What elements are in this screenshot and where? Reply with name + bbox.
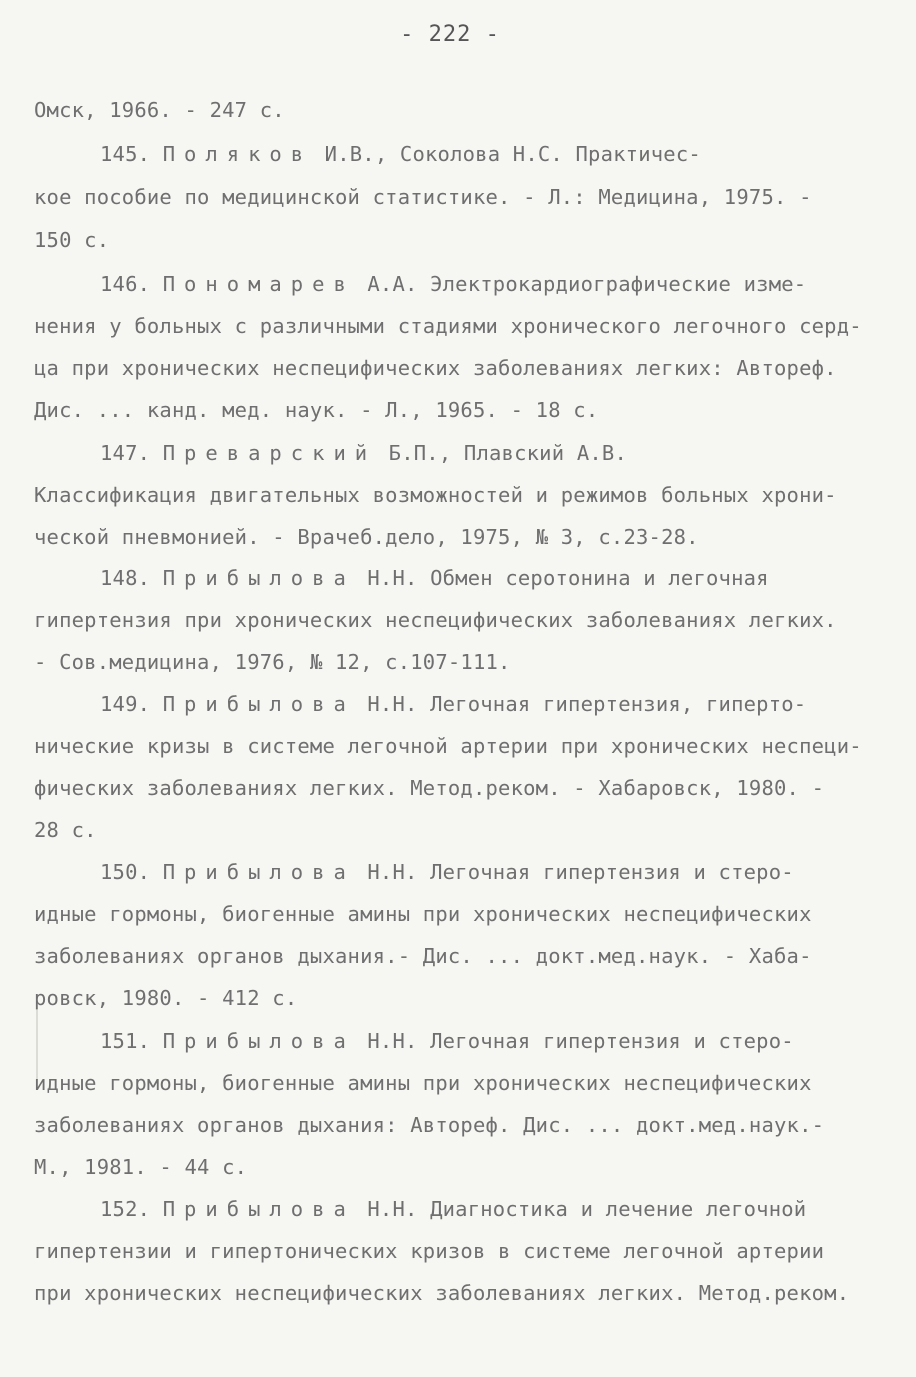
- bib-line: [34, 1111, 824, 1139]
- line-text: кое пособие по медицинской статистике. - Л.: Медицина, 1975. -: [34, 185, 812, 209]
- line-text: Дис. ... канд. мед. наук. - Л., 1965. - 18 с.: [34, 398, 599, 422]
- author-spaced: Пономарев: [162, 272, 355, 296]
- entry-number: 150.: [100, 860, 163, 884]
- line-text: ровск, 1980. - 412 с.: [34, 986, 298, 1010]
- line-text: Н.Н. Обмен серотонина и легочная: [354, 566, 769, 590]
- line-text: И.В., Соколова Н.С. Практичес-: [312, 142, 701, 166]
- author-spaced: Прибылова: [162, 1029, 355, 1053]
- bib-line: [34, 312, 862, 340]
- line-text: идные гормоны, биогенные амины при хронических неспецифических: [34, 1071, 812, 1095]
- entry-number: 145.: [100, 142, 163, 166]
- line-text: Н.Н. Легочная гипертензия и стеро-: [354, 1029, 794, 1053]
- line-text: - Сов.медицина, 1976, № 12, с.107-111.: [34, 650, 511, 674]
- author-spaced: Прибылова: [162, 860, 355, 884]
- author-spaced: Преварский: [162, 441, 377, 465]
- line-text: Классификация двигательных возможностей и режимов больных хрони-: [34, 483, 837, 507]
- bib-line: [34, 1069, 812, 1097]
- line-text: фических заболеваниях легких. Метод.реком. - Хабаровск, 1980. -: [34, 776, 825, 800]
- entry-number: 151.: [100, 1029, 163, 1053]
- line-text: заболеваниях органов дыхания.- Дис. ... докт.мед.наук. - Хаба-: [34, 944, 812, 968]
- bib-line: [34, 1153, 247, 1181]
- author-spaced: Прибылова: [162, 692, 355, 716]
- entry-number: 152.: [100, 1197, 163, 1221]
- bib-line: [34, 816, 97, 844]
- bib-entry-150-start: [100, 858, 794, 886]
- bib-line: [34, 396, 598, 424]
- bib-line: [34, 1237, 824, 1265]
- bib-entry-151-start: [100, 1027, 794, 1055]
- entry-number: 148.: [100, 566, 163, 590]
- bib-entry-146-start: [100, 270, 806, 298]
- author-spaced: Прибылова: [162, 566, 355, 590]
- bib-line: [34, 732, 862, 760]
- bib-line: [34, 984, 297, 1012]
- entry-number: 149.: [100, 692, 163, 716]
- line-text: Б.П., Плавский А.В.: [376, 441, 627, 465]
- author-spaced: Поляков: [162, 142, 313, 166]
- bib-line: [34, 774, 824, 802]
- page-number: - 222 -: [400, 22, 500, 47]
- bib-line: [34, 96, 285, 124]
- bib-entry-152-start: [100, 1195, 806, 1223]
- line-text: нения у больных с различными стадиями хронического легочного серд-: [34, 314, 862, 338]
- bib-line: [34, 523, 699, 551]
- bib-entry-148-start: [100, 564, 769, 592]
- bib-line: [34, 900, 812, 928]
- line-text: гипертензия при хронических неспецифических заболеваниях легких.: [34, 608, 837, 632]
- bib-line: [34, 606, 837, 634]
- line-text: ческой пневмонией. - Врачеб.дело, 1975, № 3, с.23-28.: [34, 525, 699, 549]
- line-text: гипертензии и гипертонических кризов в системе легочной артерии: [34, 1239, 825, 1263]
- line-text: при хронических неспецифических заболеваниях легких. Метод.реком.: [34, 1281, 850, 1305]
- line-text: заболеваниях органов дыхания: Автореф. Дис. ... докт.мед.наук.-: [34, 1113, 825, 1137]
- line-text: Н.Н. Диагностика и лечение легочной: [354, 1197, 807, 1221]
- line-text: идные гормоны, биогенные амины при хронических неспецифических: [34, 902, 812, 926]
- line-text: Омск, 1966. - 247 с.: [34, 98, 285, 122]
- line-text: ца при хронических неспецифических заболеваниях легких: Автореф.: [34, 356, 837, 380]
- line-text: А.А. Электрокардиографические изме-: [354, 272, 807, 296]
- bib-line: [34, 942, 812, 970]
- bib-line: [34, 226, 109, 254]
- line-text: Н.Н. Легочная гипертензия и стеро-: [354, 860, 794, 884]
- author-spaced: Прибылова: [162, 1197, 355, 1221]
- line-text: 150 с.: [34, 228, 110, 252]
- line-text: М., 1981. - 44 с.: [34, 1155, 248, 1179]
- line-text: нические кризы в системе легочной артерии при хронических неспеци-: [34, 734, 862, 758]
- bib-line: [34, 481, 837, 509]
- bib-line: [34, 354, 837, 382]
- line-text: 28 с.: [34, 818, 97, 842]
- bib-line: [34, 1279, 849, 1307]
- bib-line: [34, 648, 511, 676]
- entry-number: 147.: [100, 441, 163, 465]
- line-text: Н.Н. Легочная гипертензия, гиперто-: [354, 692, 807, 716]
- bib-entry-147-start: [100, 439, 627, 467]
- bib-line: [34, 183, 812, 211]
- bib-entry-149-start: [100, 690, 806, 718]
- bib-entry-145-start: [100, 140, 701, 168]
- entry-number: 146.: [100, 272, 163, 296]
